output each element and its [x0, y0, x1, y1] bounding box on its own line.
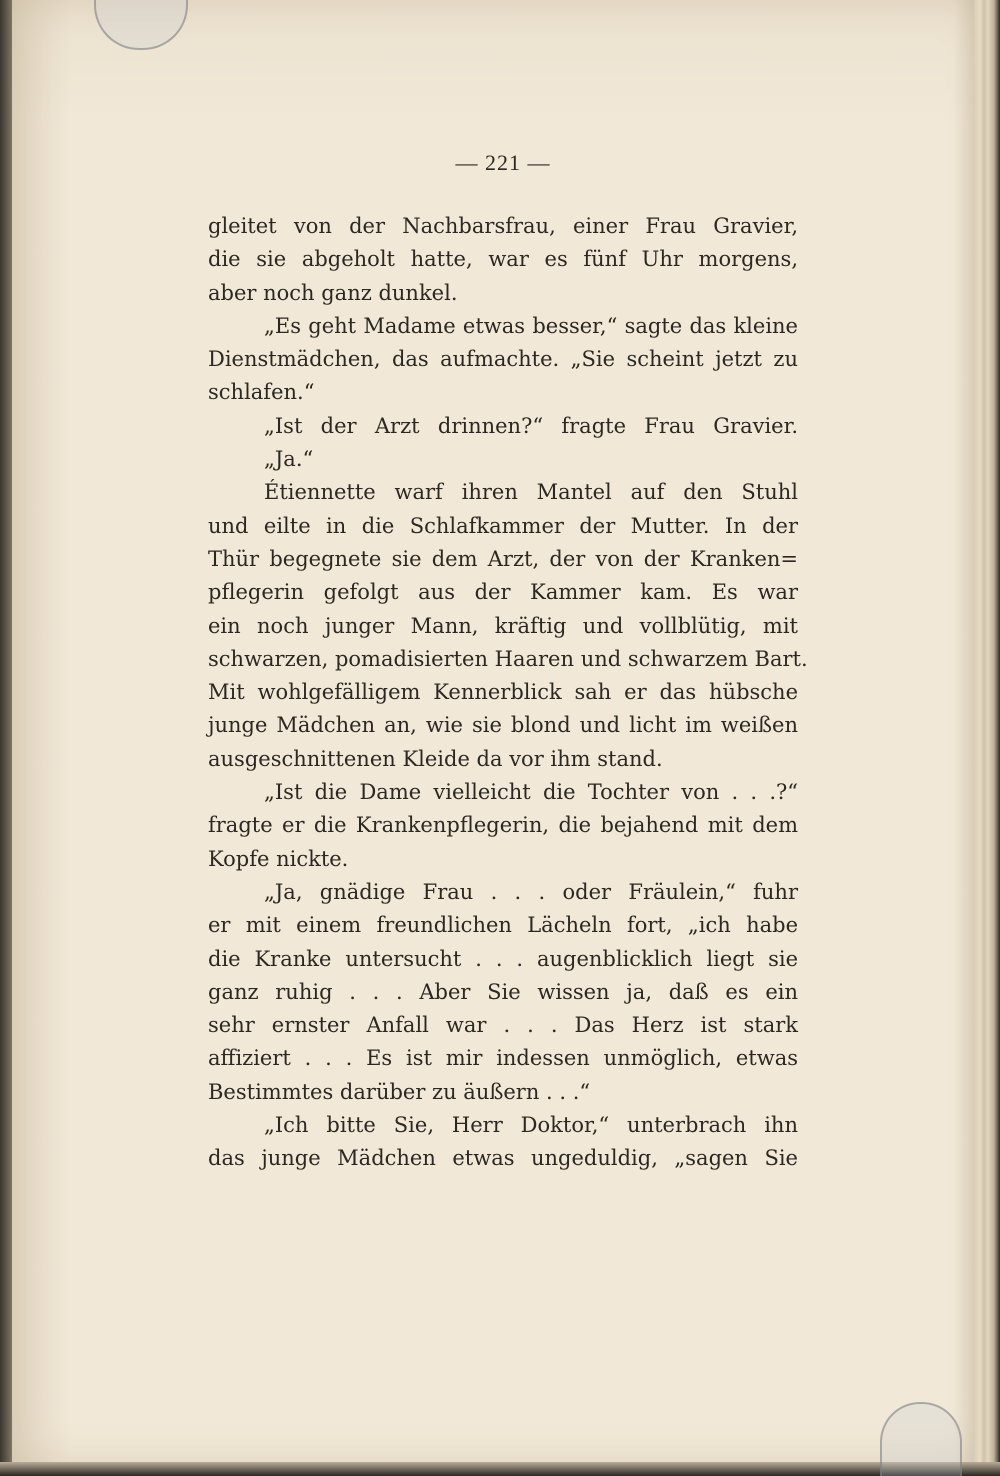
text-line: das junge Mädchen etwas ungeduldig, „sagen Sie	[208, 1146, 798, 1171]
text-line: „Ja.“	[264, 447, 314, 472]
paper-clip-top	[94, 0, 188, 50]
book-page	[12, 0, 984, 1462]
text-line: Étiennette warf ihren Mantel auf den Stuhl	[264, 480, 798, 505]
page-stack-edge	[974, 0, 1000, 1476]
text-line: schlafen.“	[208, 380, 315, 405]
page-bottom-edge	[0, 1462, 1000, 1476]
paper-clip-bottom	[880, 1402, 962, 1476]
text-line: Dienstmädchen, das aufmachte. „Sie scheint jetzt zu	[208, 347, 798, 372]
text-line: die sie abgeholt hatte, war es fünf Uhr morgens,	[208, 247, 798, 272]
text-line: affiziert . . . Es ist mir indessen unmöglich, etwas	[208, 1046, 798, 1071]
text-line: „Ist die Dame vielleicht die Tochter von . . .?“	[264, 780, 798, 805]
text-line: „Ist der Arzt drinnen?“ fragte Frau Gravier.	[264, 413, 798, 438]
body-text	[208, 210, 808, 1176]
text-line: „Ja, gnädige Frau . . . oder Fräulein,“ fuhr	[264, 879, 798, 904]
text-line: ausgeschnittenen Kleide da vor ihm stand.	[208, 746, 663, 771]
text-line: schwarzen, pomadisierten Haaren und schwarzem Bart.	[208, 646, 808, 671]
text-line: gleitet von der Nachbarsfrau, einer Frau Gravier,	[208, 214, 798, 238]
text-line: Mit wohlgefälligem Kennerblick sah er das hübsche	[208, 680, 798, 705]
text-line: die Kranke untersucht . . . augenblicklich liegt sie	[208, 946, 798, 971]
text-line: ganz ruhig . . . Aber Sie wissen ja, daß es ein	[208, 979, 798, 1004]
page-text-block	[208, 150, 808, 1176]
text-line: aber noch ganz dunkel.	[208, 280, 458, 305]
text-line: fragte er die Krankenpflegerin, die bejahend mit dem	[208, 813, 798, 838]
text-line: „Es geht Madame etwas besser,“ sagte das kleine	[264, 313, 798, 338]
text-line: er mit einem freundlichen Lächeln fort, „ich habe	[208, 913, 798, 938]
page-number: — 221 —	[455, 150, 551, 175]
text-line: „Ich bitte Sie, Herr Doktor,“ unterbrach ihn	[264, 1113, 798, 1138]
text-line: und eilte in die Schlafkammer der Mutter. In der	[208, 513, 798, 538]
text-line: sehr ernster Anfall war . . . Das Herz ist stark	[208, 1013, 798, 1038]
text-line: junge Mädchen an, wie sie blond und licht im weißen	[208, 713, 798, 738]
text-line: pflegerin gefolgt aus der Kammer kam. Es war	[208, 580, 798, 605]
text-line: Thür begegnete sie dem Arzt, der von der Kranken=	[208, 546, 798, 571]
text-line: ein noch junger Mann, kräftig und vollblütig, mit	[208, 613, 798, 638]
text-line: Bestimmtes darüber zu äußern . . .“	[208, 1079, 591, 1104]
text-line: Kopfe nickte.	[208, 846, 349, 871]
